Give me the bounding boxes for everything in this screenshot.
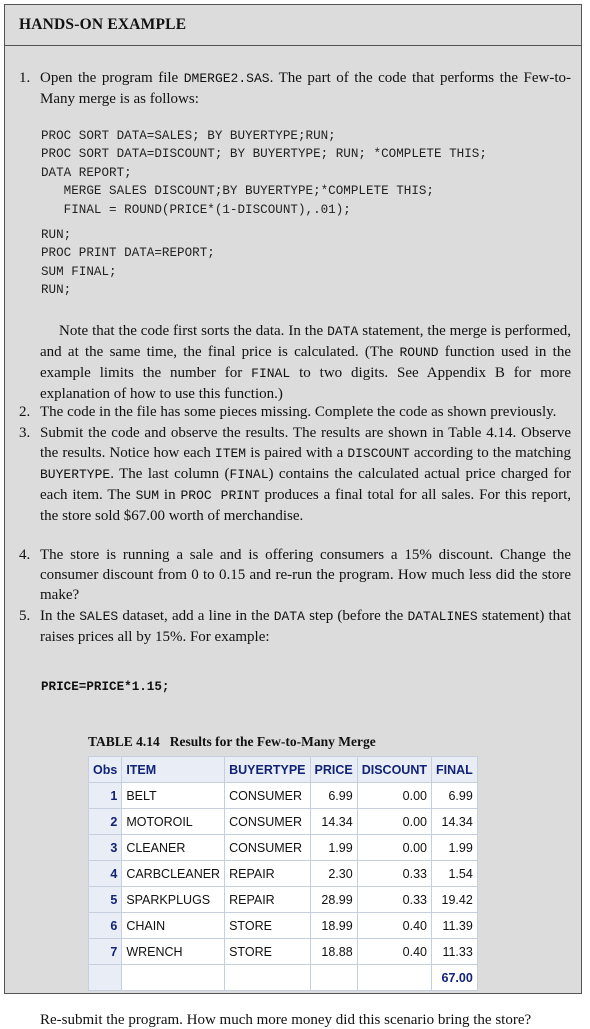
table-label: TABLE 4.14 <box>88 734 160 749</box>
col-header-price: PRICE <box>310 757 357 783</box>
cell-obs: 6 <box>89 913 122 939</box>
code-run: ROUND <box>399 345 439 360</box>
col-header-buyertype: BUYERTYPE <box>225 757 310 783</box>
note-paragraph <box>40 321 571 404</box>
list-text: The store is running a sale and is offering consumers a 15% discount. Change the consumer discount from 0 to 0.15 and re-run the program. How much less did the store make? <box>40 547 571 603</box>
text-run: according to the matching <box>409 445 571 461</box>
text-run: ) contains the calculated actual price charged for each item. The <box>40 466 571 503</box>
code-run: DMERGE2.SAS <box>183 71 270 86</box>
text-run: Submit the code and observe the results. The results are shown in Table 4.14. Observe the results. Notice how each <box>40 425 571 461</box>
cell-item: CLEANER <box>122 835 225 861</box>
list-number: 5. <box>19 608 31 624</box>
cell-discount: 0.33 <box>357 887 431 913</box>
cell-final: 14.34 <box>431 809 477 835</box>
table-row <box>89 913 478 939</box>
code-run: PROC PRINT <box>180 488 260 503</box>
cell-buyertype: CONSUMER <box>225 809 310 835</box>
list-number: 3. <box>19 425 31 441</box>
cell-price: 28.99 <box>310 887 357 913</box>
example-code: PRICE=PRICE*1.15; <box>41 680 170 694</box>
cell-empty <box>357 965 431 991</box>
text-run: dataset, add a line in the <box>118 608 274 624</box>
cell-obs: 4 <box>89 861 122 887</box>
cell-discount: 0.40 <box>357 913 431 939</box>
code-run: SUM <box>135 488 160 503</box>
code-line: DATA REPORT; <box>41 165 132 180</box>
list-text <box>40 606 571 647</box>
cell-empty <box>225 965 310 991</box>
code-run: DATA <box>273 609 305 624</box>
code-block-2 <box>41 226 215 300</box>
cell-price: 6.99 <box>310 783 357 809</box>
code-line: PROC PRINT DATA=REPORT; <box>41 246 215 261</box>
cell-obs: 7 <box>89 939 122 965</box>
cell-total: 67.00 <box>431 965 477 991</box>
list-text: The code in the file has some pieces missing. Complete the code as shown previously. <box>40 404 557 420</box>
text-run: In the <box>40 608 80 624</box>
table-row <box>89 887 478 913</box>
code-run: FINAL <box>251 366 291 381</box>
text-run: step (before the <box>304 608 408 624</box>
cell-empty <box>122 965 225 991</box>
table-row <box>89 835 478 861</box>
box-header: HANDS-ON EXAMPLE <box>5 5 581 46</box>
col-header-final: FINAL <box>431 757 477 783</box>
text-run: Note that the code first sorts the data. In the <box>59 323 328 339</box>
code-line: PROC SORT DATA=SALES; BY BUYERTYPE;RUN; <box>41 129 336 143</box>
cell-discount: 0.00 <box>357 835 431 861</box>
cell-obs-empty <box>89 965 122 991</box>
list-number: 2. <box>19 404 31 420</box>
text-run: function used in the example limits the number for <box>40 344 571 381</box>
code-line: SUM FINAL; <box>41 264 117 279</box>
cell-final: 6.99 <box>431 783 477 809</box>
cell-item: MOTOROIL <box>122 809 225 835</box>
text-run: Open the program file <box>40 70 184 86</box>
cell-price: 18.88 <box>310 939 357 965</box>
code-line: RUN; <box>41 283 72 298</box>
cell-price: 18.99 <box>310 913 357 939</box>
code-block-1 <box>41 127 487 219</box>
hands-on-example-box <box>4 4 582 1028</box>
code-run: FINAL <box>229 467 269 482</box>
col-header-obs: Obs <box>89 757 122 783</box>
cell-final: 1.54 <box>431 861 477 887</box>
list-number: 1. <box>19 70 31 86</box>
cell-buyertype: REPAIR <box>225 861 310 887</box>
code-run: ITEM <box>214 446 247 461</box>
cell-item: SPARKPLUGS <box>122 887 225 913</box>
cell-obs: 2 <box>89 809 122 835</box>
cell-final: 11.33 <box>431 939 477 965</box>
text-run: is paired with a <box>246 445 348 461</box>
cell-obs: 3 <box>89 835 122 861</box>
table-row <box>89 861 478 887</box>
cell-item: CARBCLEANER <box>122 861 225 887</box>
cell-buyertype: CONSUMER <box>225 783 310 809</box>
results-table <box>88 756 478 991</box>
cell-buyertype: STORE <box>225 913 310 939</box>
code-run: DISCOUNT <box>347 446 410 461</box>
cell-buyertype: STORE <box>225 939 310 965</box>
text-run: produces a final total for all sales. For this report, the store sold $67.00 worth of merchandise. <box>40 487 572 524</box>
cell-final: 19.42 <box>431 887 477 913</box>
cell-item: BELT <box>122 783 225 809</box>
code-run: BUYERTYPE <box>40 467 111 482</box>
text-run: statement) that raises prices all by 15%. For example: <box>40 608 571 645</box>
table-title: Results for the Few-to-Many Merge <box>169 734 376 749</box>
cell-price: 1.99 <box>310 835 357 861</box>
col-header-discount: DISCOUNT <box>357 757 431 783</box>
cell-price: 2.30 <box>310 861 357 887</box>
col-header-item: ITEM <box>122 757 225 783</box>
code-line: RUN; <box>41 228 72 242</box>
table-header-row <box>89 757 478 783</box>
code-line: MERGE SALES DISCOUNT;BY BUYERTYPE;*COMPLETE THIS; <box>41 184 434 199</box>
text-run: to two digits. See Appendix B for more explanation of how to use this function.) <box>40 365 571 402</box>
table-row <box>89 783 478 809</box>
code-run: DATALINES <box>407 609 478 624</box>
cell-final: 1.99 <box>431 835 477 861</box>
code-line: PROC SORT DATA=DISCOUNT; BY BUYERTYPE; RUN; *COMPLETE THIS; <box>41 147 487 162</box>
cell-discount: 0.40 <box>357 939 431 965</box>
code-run: SALES <box>79 609 119 624</box>
text-run: . The part of the code that performs the Few-to-Many merge is as follows: <box>40 70 572 107</box>
text-run: . The last column ( <box>110 466 230 482</box>
cell-discount: 0.33 <box>357 861 431 887</box>
cell-discount: 0.00 <box>357 783 431 809</box>
cell-item: CHAIN <box>122 913 225 939</box>
table-total-row <box>89 965 478 991</box>
table-caption <box>88 734 376 750</box>
cell-price: 14.34 <box>310 809 357 835</box>
cell-buyertype: CONSUMER <box>225 835 310 861</box>
final-question: Re-submit the program. How much more money did this scenario bring the store? <box>40 1012 532 1028</box>
text-run: statement, the merge is performed, and at the same time, the final price is calculated. (The <box>40 323 571 360</box>
table-row <box>89 939 478 965</box>
cell-buyertype: REPAIR <box>225 887 310 913</box>
cell-final: 11.39 <box>431 913 477 939</box>
list-text <box>40 423 571 526</box>
table-row <box>89 809 478 835</box>
code-run: DATA <box>327 324 359 339</box>
text-run: in <box>159 487 181 503</box>
list-text <box>40 68 571 109</box>
cell-obs: 1 <box>89 783 122 809</box>
cell-empty <box>310 965 357 991</box>
code-line: FINAL = ROUND(PRICE*(1-DISCOUNT),.01); <box>41 202 351 217</box>
cell-obs: 5 <box>89 887 122 913</box>
cell-discount: 0.00 <box>357 809 431 835</box>
list-number: 4. <box>19 547 31 563</box>
cell-item: WRENCH <box>122 939 225 965</box>
